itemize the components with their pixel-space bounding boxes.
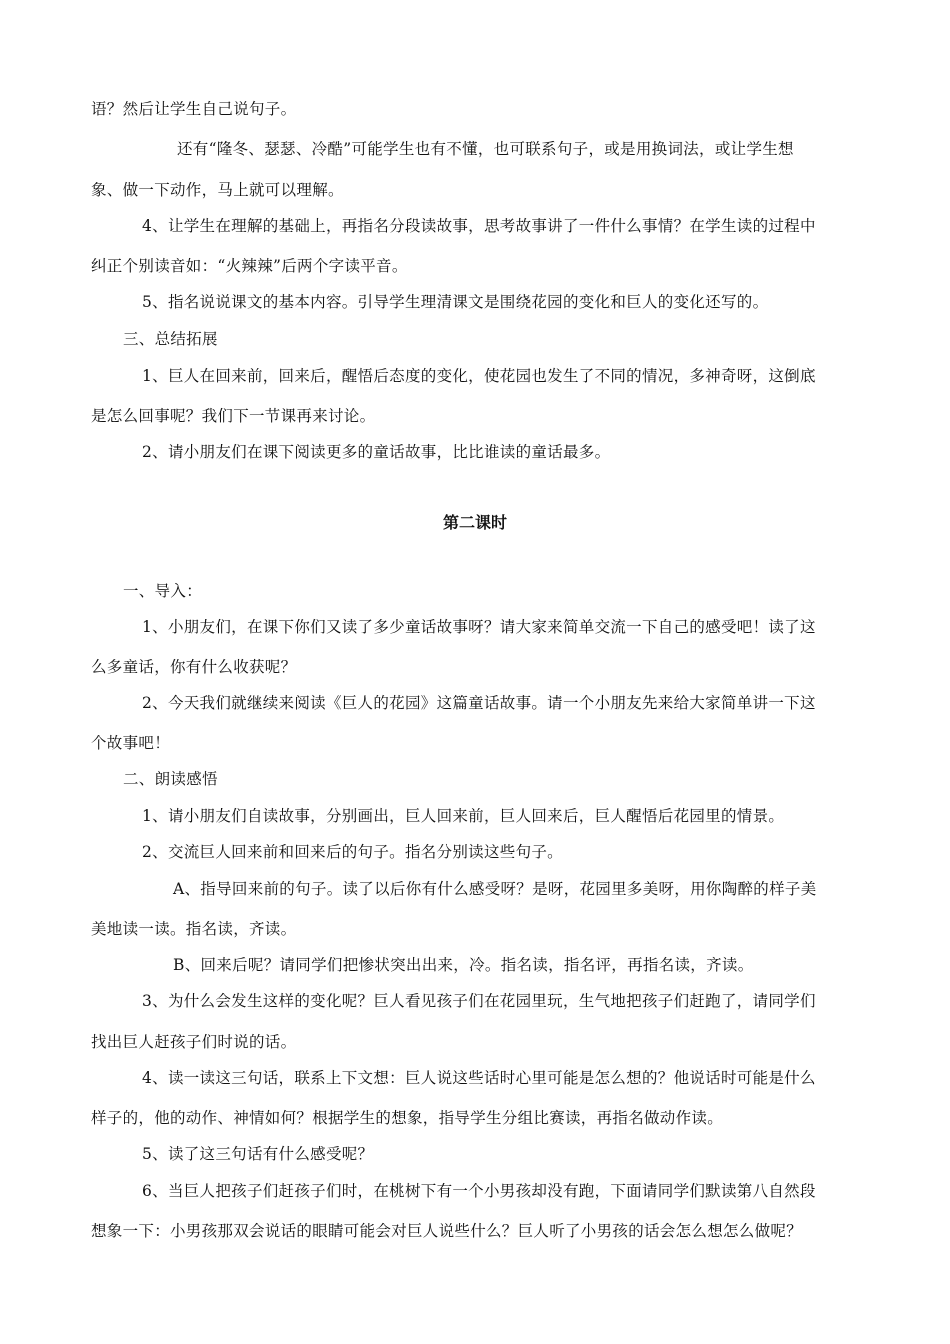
text-line: 么多童话，你有什么收获呢？ [91,658,297,676]
text-line: 1、小朋友们，在课下你们又读了多少童话故事呀？请大家来简单交流一下自己的感受吧！读了这 [142,618,816,636]
lesson-title: 第二课时 [442,513,507,532]
text-line: 2、请小朋友们在课下阅读更多的童话故事，比比谁读的童话最多。 [142,443,611,461]
text-line: 个故事吧！ [91,734,171,752]
text-line: 3、为什么会发生这样的变化呢？巨人看见孩子们在花园里玩，生气地把孩子们赶跑了，请同学们 [142,992,816,1010]
text-line: 美地读一读。指名读，齐读。 [91,920,297,938]
text-line: 象、做一下动作，马上就可以理解。 [91,181,344,199]
text-line: 还有“隆冬、瑟瑟、冷酷”可能学生也有不懂，也可联系句子，或是用换词法，或让学生想 [177,140,794,158]
text-line: 1、巨人在回来前，回来后，醒悟后态度的变化，使花园也发生了不同的情况，多神奇呀，这倒底 [142,367,816,385]
text-line: A、指导回来前的句子。读了以后你有什么感受呀？是呀，花园里多美呀，用你陶醉的样子美 [173,880,817,898]
text-line: 1、请小朋友们自读故事，分别画出，巨人回来前，巨人回来后，巨人醒悟后花园里的情景。 [142,807,785,825]
text-line: 2、今天我们就继续来阅读《巨人的花园》这篇童话故事。请一个小朋友先来给大家简单讲一下这 [142,694,816,712]
text-line: 6、当巨人把孩子们赶孩子们时，在桃树下有一个小男孩却没有跑，下面请同学们默读第八自然段 [142,1182,816,1200]
text-line: 5、指名说说课文的基本内容。引导学生理清课文是围绕花园的变化和巨人的变化还写的。 [142,293,769,311]
text-line: 语？然后让学生自己说句子。 [91,100,297,118]
section-heading: 三、总结拓展 [123,330,218,348]
text-line: 找出巨人赶孩子们时说的话。 [91,1033,297,1051]
text-line: 是怎么回事呢？我们下一节课再来讨论。 [91,407,376,425]
text-line: 想象一下：小男孩那双会说话的眼睛可能会对巨人说些什么？巨人听了小男孩的话会怎么想怎么做呢？ [91,1222,803,1240]
text-line: 2、交流巨人回来前和回来后的句子。指名分别读这些句子。 [142,843,563,861]
text-line: 5、读了这三句话有什么感受呢？ [142,1145,374,1163]
text-line: 4、读一读这三句话，联系上下文想：巨人说这些话时心里可能是怎么想的？他说话时可能是什么 [142,1069,816,1087]
section-heading: 一、导入： [123,582,203,600]
text-line: 纠正个别读音如：“火辣辣”后两个字读平音。 [91,257,408,275]
section-heading: 二、朗读感悟 [123,770,218,788]
text-line: B、回来后呢？请同学们把惨状突出出来，冷。指名读，指名评，再指名读，齐读。 [173,956,754,974]
text-line: 样子的，他的动作、神情如何？根据学生的想象，指导学生分组比赛读，再指名做动作读。 [91,1109,724,1127]
text-line: 4、让学生在理解的基础上，再指名分段读故事，思考故事讲了一件什么事情？在学生读的过程中 [142,217,816,235]
